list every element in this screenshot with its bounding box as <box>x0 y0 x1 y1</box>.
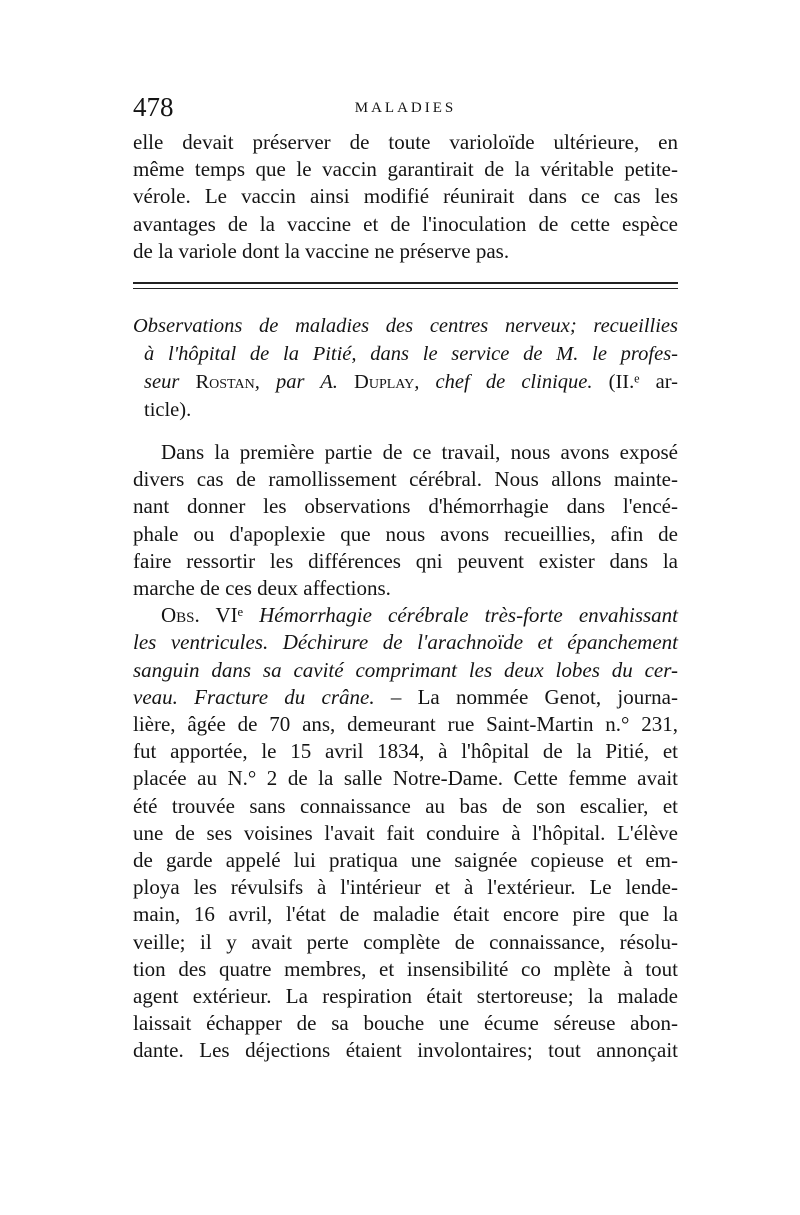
title-line: ticle). <box>144 399 192 421</box>
page-header <box>133 92 678 126</box>
text-line: tion des quatre membres, et insensibilité co mplète à tout <box>133 956 678 981</box>
text-line: de la variole dont la vaccine ne préserve pas. <box>133 238 510 263</box>
title-text: , chef de clinique. <box>414 371 593 393</box>
text-line: main, 16 avril, l'état de maladie était encore pire que la <box>133 902 678 927</box>
text-line: elle devait préserver de toute varioloïde ultérieure, en <box>133 130 678 154</box>
text-line: lière, âgée de 70 ans, demeurant rue Saint-Martin n.° 231, <box>133 712 678 737</box>
section-divider <box>133 288 678 289</box>
author-name: Duplay <box>354 371 415 393</box>
text-line: ploya les révulsifs à l'intérieur et à l'extérieur. Le lende- <box>133 875 678 900</box>
text-line: été trouvée sans connaissance au bas de son escalier, et <box>133 793 678 818</box>
text-line: de garde appelé lui pratiqua une saignée copieuse et em- <box>133 848 678 873</box>
author-name: Rostan <box>195 371 255 393</box>
page-number: 478 <box>133 92 174 122</box>
observation-title: Hémorrhagie cérébrale très-forte envahissant <box>259 603 678 628</box>
text-line: nant donner les observations d'hémorrhagie dans l'encé- <box>133 494 678 519</box>
text-line: avantages de la vaccine et de l'inoculation de cette espèce <box>133 211 678 236</box>
text-run: – La nommée Genot, journa- <box>374 684 678 709</box>
observation-label: Obs. VIᵉ <box>161 603 244 628</box>
title-line: à l'hôpital de la Pitié, dans le service de M. le profes- <box>144 343 678 365</box>
observation-heading-line <box>133 602 678 629</box>
intro-paragraph <box>133 129 678 265</box>
observation-heading-line: sanguin dans sa cavité comprimant les deux lobes du cer- <box>133 657 678 682</box>
running-head: MALADIES <box>354 100 457 116</box>
observation-heading-line: les ventricules. Déchirure de l'arachnoïde et épanchement <box>133 630 678 655</box>
text-line: Dans la première partie de ce travail, nous avons exposé <box>161 440 678 464</box>
title-text: , par A. <box>254 371 355 393</box>
text-line: une de ses voisines l'avait fait conduire à l'hôpital. L'élève <box>133 820 678 845</box>
text-line: placée au N.° 2 de la salle Notre-Dame. Cette femme avait <box>133 766 678 791</box>
text-line: marche de ces deux affections. <box>133 576 391 601</box>
text-line: dante. Les déjections étaient involontaires; tout annonçait <box>133 1038 678 1063</box>
observation-heading-line <box>133 684 678 711</box>
text-line: vérole. Le vaccin ainsi modifié réunirait dans ce cas les <box>133 184 678 209</box>
text-line: phale ou d'apoplexie que nous avons recueillies, afin de <box>133 521 678 546</box>
title-line: Observations de maladies des centres nerveux; recueillies <box>133 315 678 337</box>
body-paragraph <box>133 439 678 1065</box>
article-number: (II.ᵉ ar- <box>592 371 679 393</box>
text-line: divers cas de ramollissement cérébral. Nous allons mainte- <box>133 467 678 492</box>
section-title <box>133 312 678 424</box>
text-line: agent extérieur. La respiration était stertoreuse; la malade <box>133 984 678 1009</box>
title-text: seur <box>144 371 196 393</box>
observation-title: veau. Fracture du crâne. <box>133 684 375 709</box>
text-line: veille; il y avait perte complète de connaissance, résolu- <box>133 929 678 954</box>
section-divider <box>133 282 678 284</box>
text-line: laissait échapper de sa bouche une écume séreuse abon- <box>133 1011 678 1036</box>
text-line: fut apportée, le 15 avril 1834, à l'hôpital de la Pitié, et <box>133 739 678 764</box>
title-line <box>133 368 678 396</box>
text-line: faire ressortir les différences qni peuvent exister dans la <box>133 548 678 573</box>
text-line: même temps que le vaccin garantirait de la véritable petite- <box>133 157 678 182</box>
